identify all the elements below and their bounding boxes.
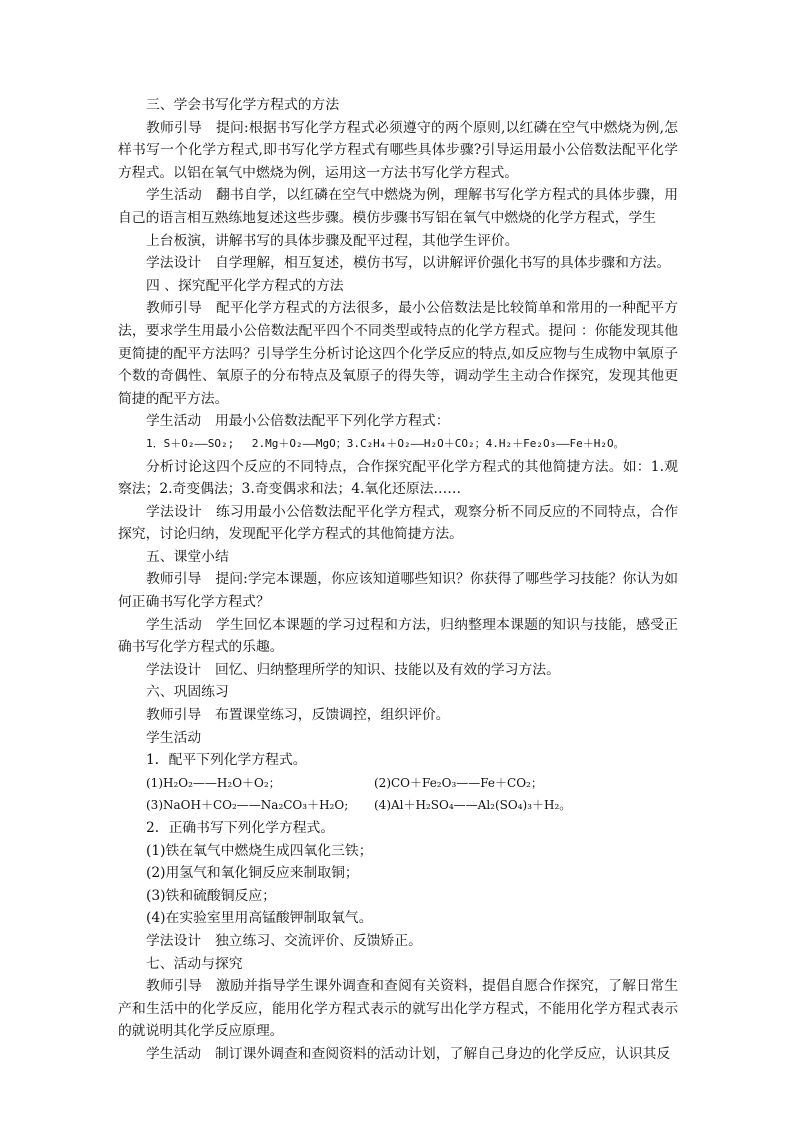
paragraph: 学生活动 bbox=[146, 729, 202, 746]
document-page bbox=[118, 94, 678, 1066]
paragraph: 教师引导 配平化学方程式的方法很多，最小公倍数法是比较简单和常用的一种配平方法，要求学生用最小公倍数法配平四个不同类型或特点的化学方程式。提问 ：你能发现其他更简捷的配平方法吗？引导学生分析讨论这四个化学反应的特点,如反应物与生成物中氧原子个数的奇偶性、氧原子的分布特点及氧原子的得失等，调动学生主动合作探究，发现其他更简捷的配平方法。 bbox=[118, 300, 678, 407]
section-heading: 五、课堂小结 bbox=[146, 548, 229, 565]
paragraph: (1)铁在氧气中燃烧生成四氧化三铁； bbox=[146, 842, 373, 859]
section-heading: 三、学会书写化学方程式的方法 bbox=[146, 97, 340, 113]
section-heading: 四 、探究配平化学方程式的方法 bbox=[146, 277, 344, 294]
equation-row bbox=[118, 794, 678, 817]
paragraph: 学生活动 翻书自学，以红磷在空气中燃烧为例，理解书写化学方程式的具体步骤，用自己的语言相互熟练地复述这些步骤。模仿步骤书写铝在氧气中燃烧的化学方程式，学生 bbox=[118, 187, 678, 226]
paragraph: 教师引导 提问:学完本课题，你应该知道哪些知识？你获得了哪些学习技能？你认为如何正确书写化学方程式？ bbox=[118, 571, 678, 611]
equation-item: (2)CO＋Fe₂O₃——Fe＋CO₂； bbox=[374, 775, 543, 790]
section-heading: 六、巩固练习 bbox=[146, 684, 229, 701]
paragraph: 上台板演，讲解书写的具体步骤及配平过程，其他学生评价。 bbox=[146, 232, 519, 249]
equation-row bbox=[118, 772, 678, 795]
paragraph: 学生活动 用最小公倍数法配平下列化学方程式： bbox=[146, 413, 450, 430]
paragraph: 学法设计 回忆、归纳整理所学的知识、技能以及有效的学习方法。 bbox=[146, 661, 560, 678]
paragraph: 教师引导 布置课堂练习，反馈调控，组织评价。 bbox=[146, 707, 450, 724]
paragraph: (3)铁和硫酸铜反应； bbox=[146, 887, 276, 904]
lesson-text-part1 bbox=[118, 94, 678, 772]
paragraph: 教师引导 激励并指导学生课外调查和查阅有关资料，提倡自愿合作探究，了解日常生产和生活中的化学反应，能用化学方程式表示的就写出化学方程式，不能用化学方程式表示的就说明其化学反应原理。 bbox=[118, 978, 678, 1040]
paragraph: 学法设计 独立练习、交流评价、反馈矫正。 bbox=[146, 932, 422, 949]
section-heading: 七、活动与探究 bbox=[146, 955, 243, 972]
paragraph: 学法设计 自学理解，相互复述，模仿书写，以讲解评价强化书写的具体步骤和方法。 bbox=[146, 255, 671, 272]
balancing-exercise-list bbox=[118, 772, 678, 817]
equation-item: (1)H₂O₂——H₂O＋O₂； bbox=[146, 775, 281, 790]
paragraph: 分析讨论这四个反应的不同特点，合作探究配平化学方程式的其他简捷方法。如：1.观察法；2.奇变偶法；3.奇变偶求和法；4.氧化还原法…… bbox=[118, 458, 678, 498]
paragraph: 学法设计 练习用最小公倍数法配平化学方程式，观察分析不同反应的不同特点，合作探究，讨论归纳，发现配平化学方程式的其他简捷方法。 bbox=[118, 503, 678, 543]
equation-item: (4)Al＋H₂SO₄——Al₂(SO₄)₃＋H₂。 bbox=[374, 798, 572, 813]
paragraph: (4)在实验室里用高锰酸钾制取氧气。 bbox=[146, 910, 373, 927]
paragraph: 学生活动 学生回忆本课题的学习过程和方法，归纳整理本课题的知识与技能，感受正确书写化学方程式的乐趣。 bbox=[118, 616, 678, 656]
paragraph: 1．配平下列化学方程式。 bbox=[146, 752, 307, 769]
lesson-text-part2 bbox=[118, 817, 678, 1066]
paragraph: 1．S＋O₂——SO₂; 2.Mg＋O₂——MgO；3.C₂H₄＋O₂——H₂O＋CO₂；4.H₂＋Fe₂O₃——Fe＋H₂O。 bbox=[146, 436, 625, 450]
paragraph: 2．正确书写下列化学方程式。 bbox=[146, 820, 335, 836]
paragraph: (2)用氢气和氧化铜反应来制取铜； bbox=[146, 865, 359, 882]
paragraph: 学生活动 制订课外调查和查阅资料的活动计划，了解自己身边的化学反应，认识其反 bbox=[146, 1045, 671, 1062]
equation-item: (3)NaOH＋CO₂——Na₂CO₃＋H₂O; bbox=[146, 798, 349, 813]
paragraph: 教师引导 提问:根据书写化学方程式必须遵守的两个原则,以红磷在空气中燃烧为例,怎样书写一个化学方程式,即书写化学方程式有哪些具体步骤?引导运用最小公倍数法配平化学方程式。以铝在氧气中燃烧为例，运用这一方法书写化学方程式。 bbox=[118, 119, 678, 181]
